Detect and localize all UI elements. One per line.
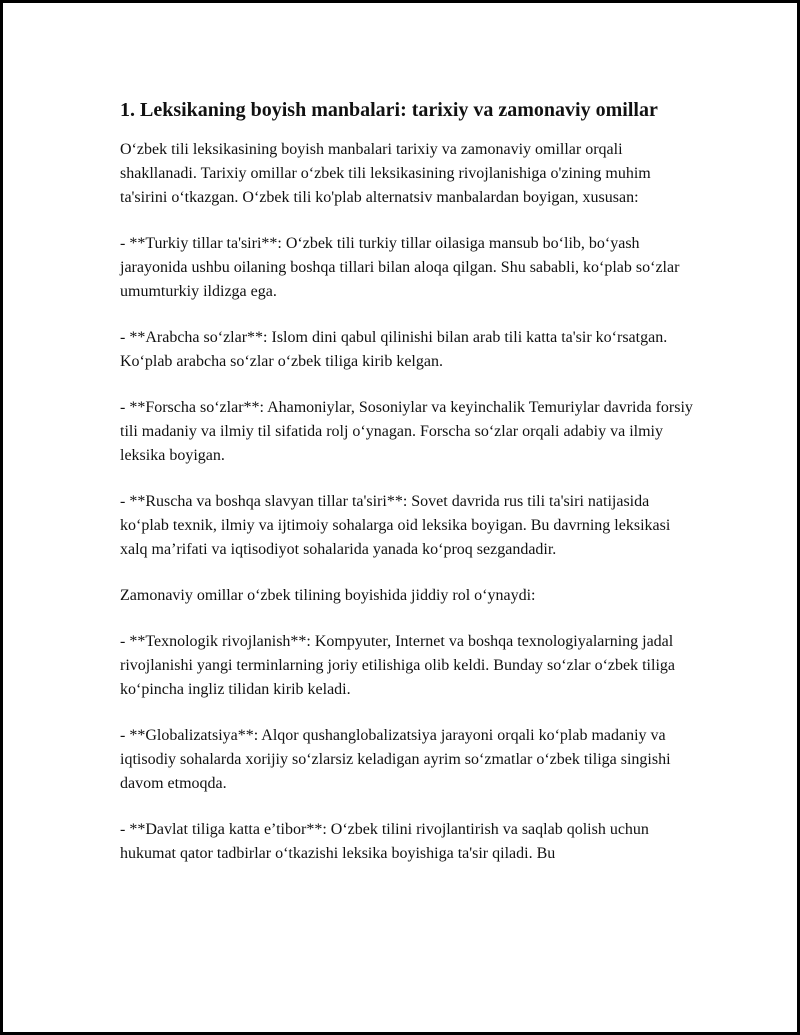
paragraph-modern-factors: Zamonaviy omillar o‘zbek tilining boyishida jiddiy rol o‘ynaydi:: [120, 587, 536, 604]
document-title: 1. Leksikaning boyish manbalari: tarixiy va zamonaviy omillar: [120, 99, 658, 121]
paragraph-arabic-words: - **Arabcha so‘zlar**: Islom dini qabul qilinishi bilan arab tili katta ta'sir ko‘rsatgan. Ko‘plab arabcha so‘zlar o‘zbek tiliga kirib kelgan.: [120, 329, 668, 370]
paragraph-globalization: - **Globalizatsiya**: Alqor qushanglobalizatsiya jarayoni orqali ko‘plab madaniy va iqtisodiy sohalarda xorijiy so‘zlarsiz keladigan ayrim so‘zmatlar o‘zbek tiliga singishi davom etmoqda.: [120, 727, 671, 792]
paragraph-persian-words: - **Forscha so‘zlar**: Ahamoniylar, Sosoniylar va keyinchalik Temuriylar davrida forsiy tili madaniy va ilmiy til sifatida rolj o‘ynagan. Forscha so‘zlar orqali adabiy va ilmiy leksika boyigan.: [120, 399, 693, 464]
paragraph-state-language: - **Davlat tiliga katta e’tibor**: O‘zbek tilini rivojlantirish va saqlab qolish uchun hukumat qator tadbirlar o‘tkazishi leksika boyishiga ta'sir qiladi. Bu: [120, 821, 649, 862]
paragraph-turkic-influence: - **Turkiy tillar ta'siri**: O‘zbek tili turkiy tillar oilasiga mansub bo‘lib, bo‘yash jarayonida ushbu oilaning boshqa tillari bilan aloqa qilgan. Shu sababli, ko‘plab so‘zlar umumturkiy ildizga ega.: [120, 235, 680, 300]
document-body: [120, 96, 700, 888]
paragraph-russian-influence: - **Ruscha va boshqa slavyan tillar ta'siri**: Sovet davrida rus tili ta'siri natijasida ko‘plab texnik, ilmiy va ijtimoiy sohalarga oid leksika boyigan. Bu davrning leksikasi xalq ma’rifati va iqtisodiyot sohalarida yanada ko‘proq sezgandadir.: [120, 493, 671, 558]
paragraph-technology: - **Texnologik rivojlanish**: Kompyuter, Internet va boshqa texnologiyalarning jadal rivojlanishi yangi terminlarning joriy etilishiga olib keldi. Bunday so‘zlar o‘zbek tiliga ko‘pincha ingliz tilidan kirib keladi.: [120, 633, 675, 698]
paragraph-intro: O‘zbek tili leksikasining boyish manbalari tarixiy va zamonaviy omillar orqali shakllanadi. Tarixiy omillar o‘zbek tili leksikasining rivojlanishiga o'zining muhim ta'sirini o‘tkazgan. O‘zbek tili ko'plab alternatsiv manbalardan boyigan, xususan:: [120, 141, 651, 206]
